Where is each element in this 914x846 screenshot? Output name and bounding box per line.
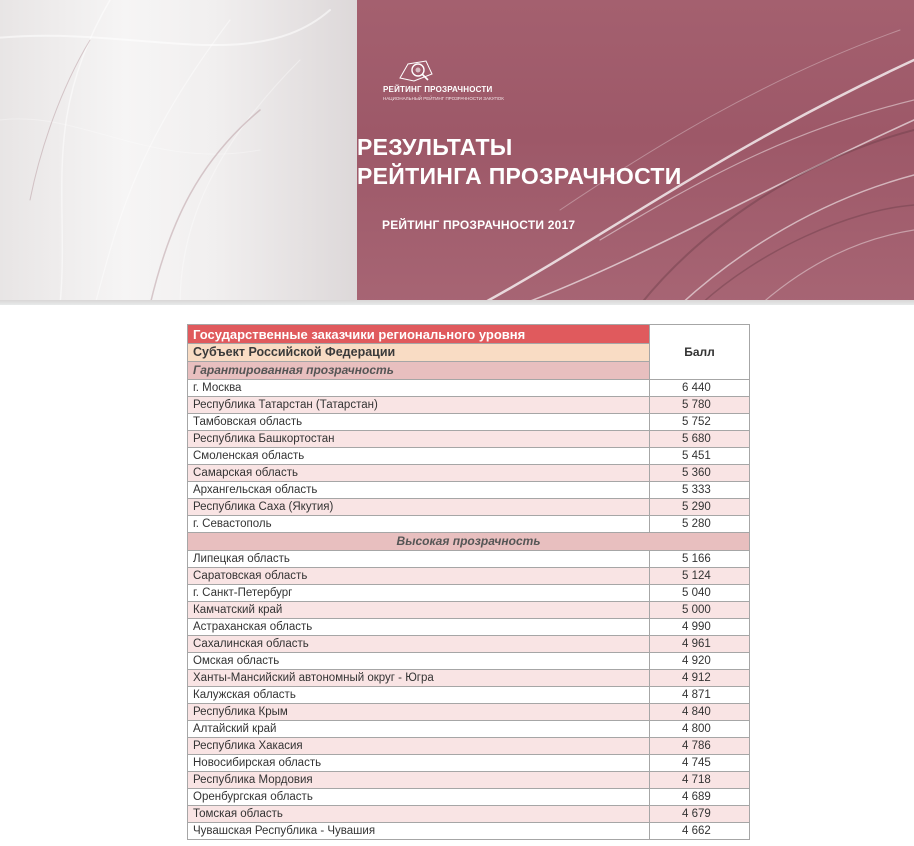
table-row (188, 585, 750, 602)
table-row (188, 431, 750, 448)
title-banner (0, 0, 914, 305)
region-score: 4 786 (650, 738, 750, 755)
tier-label: Гарантированная прозрачность (188, 362, 650, 380)
table-row (188, 772, 750, 789)
table-row (188, 499, 750, 516)
table-row (188, 806, 750, 823)
region-name: Республика Мордовия (188, 772, 650, 789)
region-score: 5 680 (650, 431, 750, 448)
region-score: 4 912 (650, 670, 750, 687)
region-name: Тамбовская область (188, 414, 650, 431)
region-score: 4 679 (650, 806, 750, 823)
page-title-line1: РЕЗУЛЬТАТЫ (357, 134, 513, 160)
region-score: 4 745 (650, 755, 750, 772)
table-row (188, 755, 750, 772)
table-header-category (188, 325, 750, 344)
logo-tagline: НАЦИОНАЛЬНЫЙ РЕЙТИНГ ПРОЗРАЧНОСТИ ЗАКУПОК (383, 96, 504, 101)
table-row (188, 448, 750, 465)
tier-label: Высокая прозрачность (188, 533, 750, 551)
table-row (188, 516, 750, 533)
region-score: 5 124 (650, 568, 750, 585)
tier-header-high (188, 533, 750, 551)
magnifier-logo-icon (396, 58, 436, 84)
page-title (357, 133, 682, 191)
region-score: 4 800 (650, 721, 750, 738)
region-name: Камчатский край (188, 602, 650, 619)
region-score: 4 990 (650, 619, 750, 636)
region-name: Республика Хакасия (188, 738, 650, 755)
region-name: Сахалинская область (188, 636, 650, 653)
region-score: 4 961 (650, 636, 750, 653)
region-name: Чувашская Республика - Чувашия (188, 823, 650, 840)
region-score: 5 780 (650, 397, 750, 414)
table-row (188, 414, 750, 431)
region-score: 5 451 (650, 448, 750, 465)
region-name: Омская область (188, 653, 650, 670)
region-score: 4 840 (650, 704, 750, 721)
header-subject-cell: Субъект Российской Федерации (188, 344, 650, 362)
region-score: 5 290 (650, 499, 750, 516)
region-score: 4 920 (650, 653, 750, 670)
region-name: Республика Крым (188, 704, 650, 721)
region-name: Астраханская область (188, 619, 650, 636)
region-name: Архангельская область (188, 482, 650, 499)
table-row (188, 670, 750, 687)
region-score: 5 752 (650, 414, 750, 431)
page-title-line2: РЕЙТИНГА ПРОЗРАЧНОСТИ (357, 163, 682, 189)
region-score: 4 662 (650, 823, 750, 840)
region-name: Оренбургская область (188, 789, 650, 806)
region-name: Липецкая область (188, 551, 650, 568)
region-name: Томская область (188, 806, 650, 823)
region-name: Смоленская область (188, 448, 650, 465)
table-row (188, 397, 750, 414)
table-row (188, 687, 750, 704)
region-name: Новосибирская область (188, 755, 650, 772)
region-score: 4 689 (650, 789, 750, 806)
region-name: Саратовская область (188, 568, 650, 585)
region-name: Республика Татарстан (Татарстан) (188, 397, 650, 414)
header-score-cell: Балл (650, 325, 750, 380)
table-row (188, 465, 750, 482)
region-name: Самарская область (188, 465, 650, 482)
table-row (188, 704, 750, 721)
region-name: г. Москва (188, 380, 650, 397)
region-score: 5 040 (650, 585, 750, 602)
page-subtitle: РЕЙТИНГ ПРОЗРАЧНОСТИ 2017 (382, 218, 576, 232)
table-row (188, 602, 750, 619)
region-name: г. Севастополь (188, 516, 650, 533)
region-score: 6 440 (650, 380, 750, 397)
table-row (188, 619, 750, 636)
table-row (188, 789, 750, 806)
region-name: Республика Саха (Якутия) (188, 499, 650, 516)
table-row (188, 738, 750, 755)
region-name: Алтайский край (188, 721, 650, 738)
table-row (188, 551, 750, 568)
region-score: 5 000 (650, 602, 750, 619)
banner-bottom-edge (0, 300, 914, 305)
rating-table (187, 324, 750, 840)
table-row (188, 823, 750, 840)
table-row (188, 482, 750, 499)
table-row (188, 380, 750, 397)
logo-name: РЕЙТИНГ ПРОЗРАЧНОСТИ (383, 85, 493, 94)
header-category-cell: Государственные заказчики регионального уровня (188, 325, 650, 344)
region-name: Ханты-Мансийский автономный округ - Югра (188, 670, 650, 687)
region-name: г. Санкт-Петербург (188, 585, 650, 602)
region-name: Республика Башкортостан (188, 431, 650, 448)
region-score: 5 166 (650, 551, 750, 568)
table-row (188, 568, 750, 585)
table-row (188, 636, 750, 653)
region-name: Калужская область (188, 687, 650, 704)
region-score: 5 360 (650, 465, 750, 482)
region-score: 5 333 (650, 482, 750, 499)
table-row (188, 721, 750, 738)
region-score: 5 280 (650, 516, 750, 533)
region-score: 4 718 (650, 772, 750, 789)
table-row (188, 653, 750, 670)
region-score: 4 871 (650, 687, 750, 704)
